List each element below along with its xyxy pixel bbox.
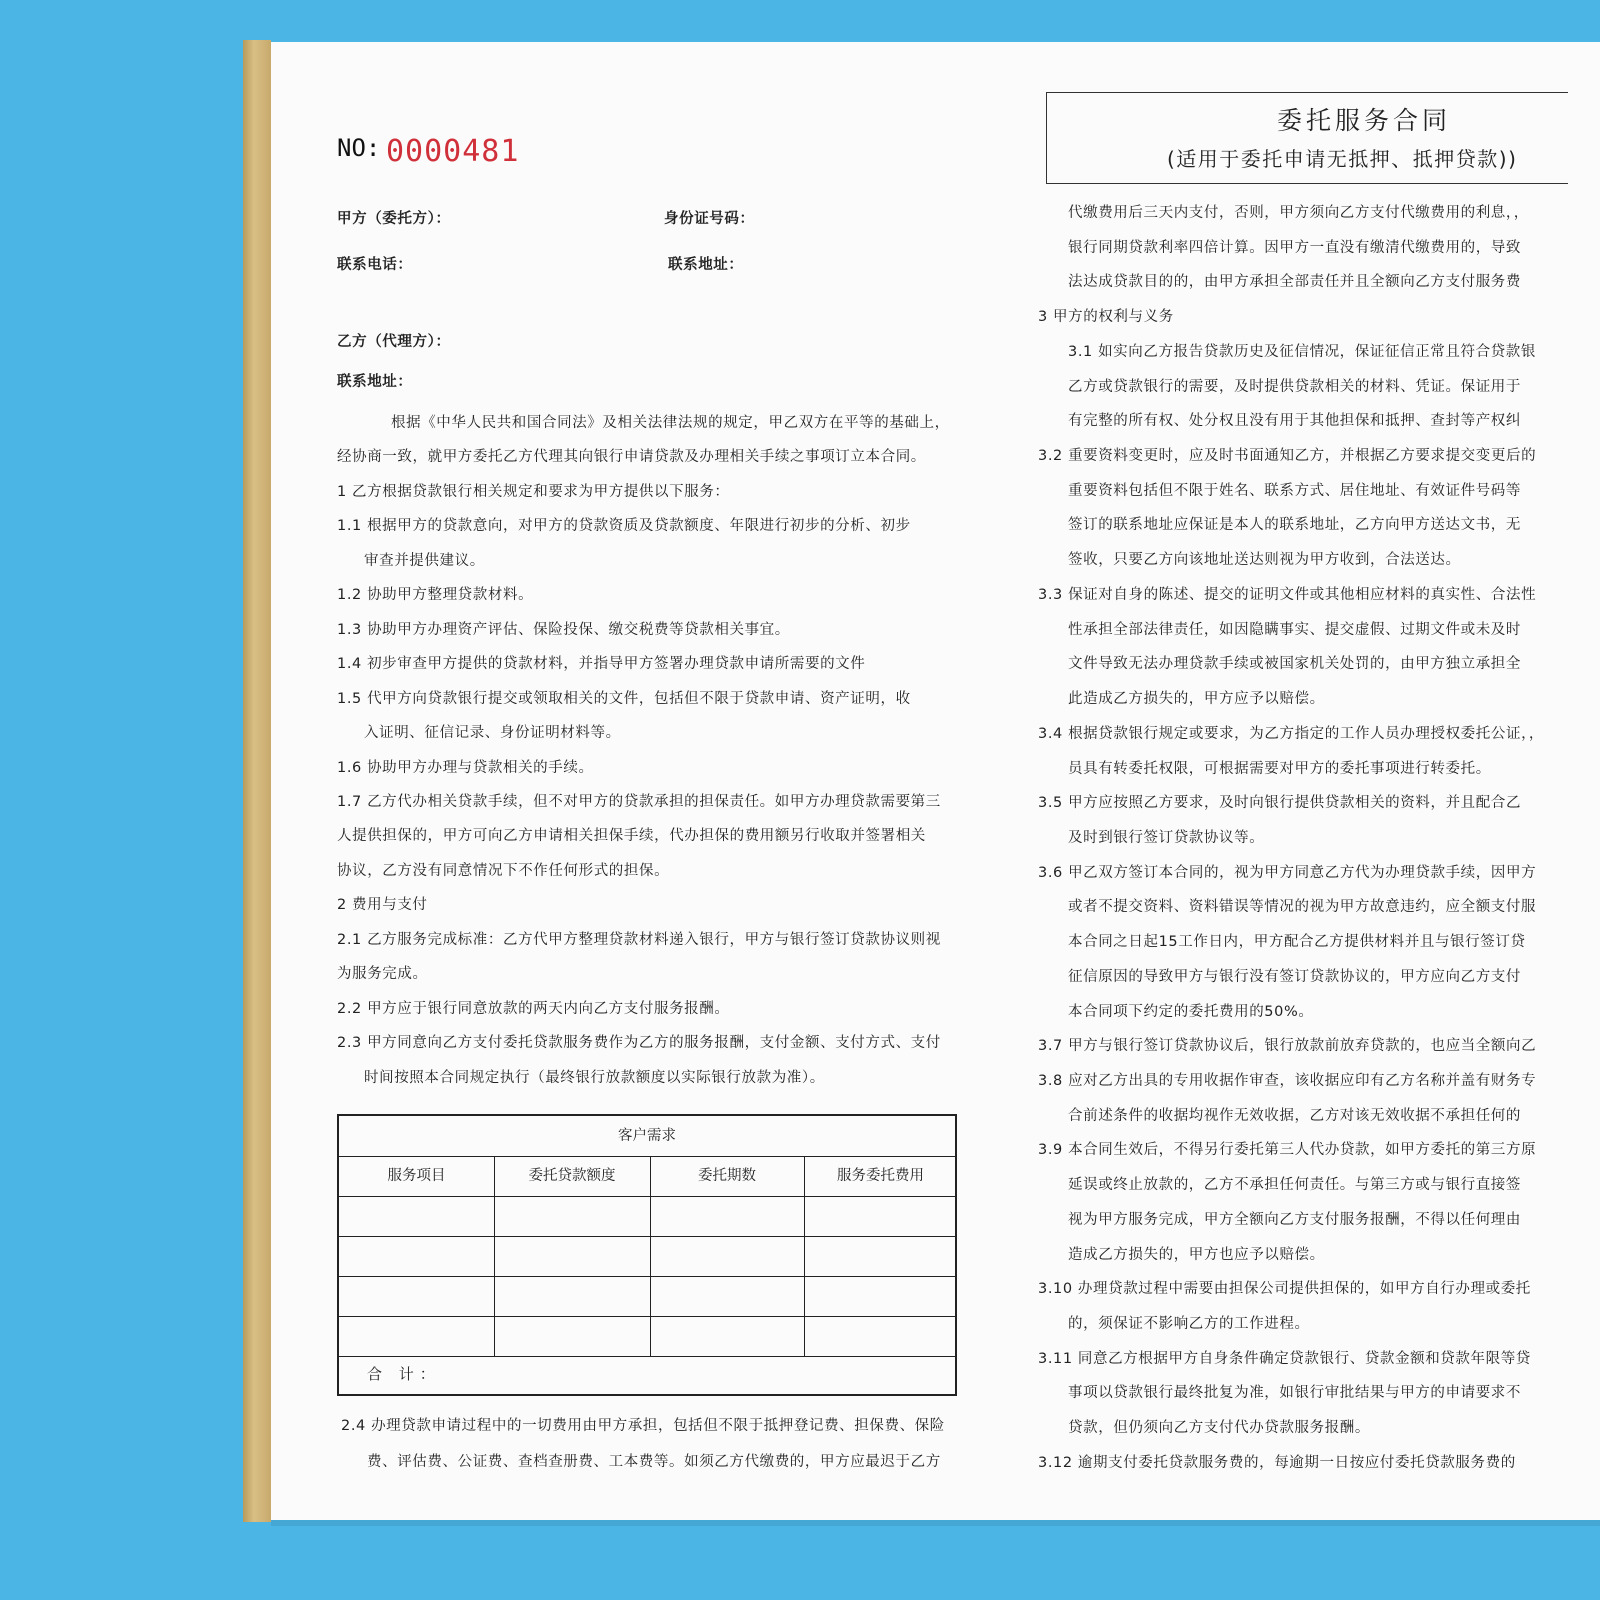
text-line: 事项以贷款银行最终批复为准，如银行审批结果与甲方的申请要求不 bbox=[1068, 1385, 1521, 1402]
text-line: 签收，只要乙方向该地址送达则视为甲方收到，合法送达。 bbox=[1068, 552, 1461, 569]
table-header: 服务委托费用 bbox=[837, 1168, 924, 1184]
text-line: 3 甲方的权利与义务 bbox=[1038, 309, 1174, 326]
text-line: 1.6 协助甲方办理与贷款相关的手续。 bbox=[337, 759, 594, 776]
text-line: 3.2 重要资料变更时，应及时书面通知乙方，并根据乙方要求提交变更后的 bbox=[1038, 448, 1537, 465]
text-line: 3.5 甲方应按照乙方要求，及时向银行提供贷款相关的资料，并且配合乙 bbox=[1038, 795, 1522, 812]
table-total-label: 合 计： bbox=[367, 1365, 441, 1383]
contract-subtitle: (适用于委托申请无抵押、抵押贷款)) bbox=[1167, 147, 1518, 171]
text-line: 视为甲方服务完成，甲方全额向乙方支付服务报酬，不得以任何理由 bbox=[1068, 1211, 1521, 1228]
text-line: 法达成贷款目的的，由甲方承担全部责任并且全额向乙方支付服务费 bbox=[1068, 274, 1521, 291]
text-line: 文件导致无法办理贷款手续或被国家机关处罚的，由甲方独立承担全 bbox=[1068, 656, 1521, 673]
page-shadow bbox=[271, 1520, 1600, 1526]
text-line: 重要资料包括但不限于姓名、联系方式、居住地址、有效证件号码等 bbox=[1068, 482, 1521, 499]
text-line: 1 乙方根据贷款银行相关规定和要求为甲方提供以下服务： bbox=[337, 483, 730, 500]
table-rule bbox=[339, 1236, 955, 1237]
text-line: 入证明、征信记录、身份证明材料等。 bbox=[364, 725, 621, 742]
text-line: 1.2 协助甲方整理贷款材料。 bbox=[337, 587, 534, 604]
text-line: 3.3 保证对自身的陈述、提交的证明文件或其他相应材料的真实性、合法性 bbox=[1038, 586, 1537, 603]
text-line: 的，须保证不影响乙方的工作进程。 bbox=[1068, 1316, 1310, 1333]
text-line: 有完整的所有权、处分权且没有用于其他担保和抵押、查封等产权纠 bbox=[1068, 413, 1521, 430]
table-rule bbox=[339, 1196, 955, 1197]
text-line: 费、评估费、公证费、查档查册费、工本费等。如须乙方代缴费的，甲方应最迟于乙方 bbox=[367, 1454, 941, 1470]
text-line: 银行同期贷款利率四倍计算。因甲方一直没有缴清代缴费用的，导致 bbox=[1068, 239, 1521, 256]
table-header: 委托期数 bbox=[698, 1168, 756, 1184]
id-number-label: 身份证号码： bbox=[664, 211, 755, 227]
text-line: 1.3 协助甲方办理资产评估、保险投保、缴交税费等贷款相关事宜。 bbox=[337, 621, 790, 638]
text-line: 3.4 根据贷款银行规定或要求，为乙方指定的工作人员办理授权委托公证，， bbox=[1038, 725, 1545, 742]
text-line: 本合同项下约定的委托费用的50%。 bbox=[1068, 1003, 1314, 1020]
text-line: 协议，乙方没有同意情况下不作任何形式的担保。 bbox=[337, 862, 670, 879]
table-rule bbox=[804, 1156, 805, 1357]
text-line: 或者不提交资料、资料错误等情况的视为甲方故意违约，应全额支付服 bbox=[1068, 899, 1537, 916]
text-line: 及时到银行签订贷款协议等。 bbox=[1068, 829, 1265, 846]
right-column bbox=[1000, 42, 1568, 1520]
text-line: 人提供担保的，甲方可向乙方申请相关担保手续，代办担保的费用额另行收取并签署相关 bbox=[337, 828, 926, 845]
text-line: 2.2 甲方应于银行同意放款的两天内向乙方支付服务报酬。 bbox=[337, 1000, 730, 1017]
table-rule bbox=[339, 1356, 955, 1357]
title-box bbox=[1046, 92, 1568, 184]
party-a-label: 甲方（委托方）： bbox=[337, 211, 451, 227]
text-line: 乙方或贷款银行的需要，及时提供贷款相关的材料、凭证。保证用于 bbox=[1068, 378, 1521, 395]
text-line: 3.10 办理贷款过程中需要由担保公司提供担保的，如甲方自行办理或委托 bbox=[1038, 1281, 1531, 1298]
table-rule bbox=[339, 1276, 955, 1277]
text-line: 征信原因的导致甲方与银行没有签订贷款协议的，甲方应向乙方支付 bbox=[1068, 968, 1521, 985]
text-line: 时间按照本合同规定执行（最终银行放款额度以实际银行放款为准）。 bbox=[364, 1069, 825, 1086]
text-line: 贷款，但仍须向乙方支付代办贷款服务报酬。 bbox=[1068, 1420, 1370, 1437]
table-caption: 客户需求 bbox=[339, 1116, 955, 1157]
text-line: 性承担全部法律责任，如因隐瞒事实、提交虚假、过期文件或未及时 bbox=[1068, 621, 1521, 638]
party-b-label: 乙方（代理方）： bbox=[337, 334, 451, 350]
text-line: 本合同之日起15工作日内，甲方配合乙方提供材料并且与银行签订贷 bbox=[1068, 934, 1526, 951]
table-header: 委托贷款额度 bbox=[528, 1168, 616, 1184]
text-line: 延误或终止放款的，乙方不承担任何责任。与第三方或与银行直接签 bbox=[1068, 1177, 1521, 1194]
text-line: 3.8 应对乙方出具的专用收据作审查，该收据应印有乙方名称并盖有财务专 bbox=[1038, 1073, 1537, 1089]
text-line: 此造成乙方损失的，甲方应予以赔偿。 bbox=[1068, 691, 1325, 708]
text-line: 1.5 代甲方向贷款银行提交或领取相关的文件，包括但不限于贷款申请、资产证明，收 bbox=[337, 690, 911, 707]
text-line: 3.9 本合同生效后，不得另行委托第三人代办贷款，如甲方委托的第三方原 bbox=[1038, 1142, 1537, 1159]
text-line: 为服务完成。 bbox=[337, 966, 428, 983]
text-line: 1.7 乙方代办相关贷款手续，但不对甲方的贷款承担的担保责任。如甲方办理贷款需要第三 bbox=[337, 793, 941, 810]
text-line: 经协商一致，就甲方委托乙方代理其向银行申请贷款及办理相关手续之事项订立本合同。 bbox=[337, 449, 926, 466]
text-line: 2.4 办理贷款申请过程中的一切费用由甲方承担，包括但不限于抵押登记费、担保费、保险 bbox=[341, 1418, 945, 1434]
address-a-label: 联系地址： bbox=[668, 257, 744, 273]
text-line: 1.1 根据甲方的贷款意向，对甲方的贷款资质及贷款额度、年限进行初步的分析、初步 bbox=[337, 518, 911, 535]
text-line: 造成乙方损失的，甲方也应予以赔偿。 bbox=[1068, 1246, 1325, 1263]
text-line: 根据《中华人民共和国合同法》及相关法律法规的规定，甲乙双方在平等的基础上， bbox=[391, 415, 950, 431]
text-line: 2.3 甲方同意向乙方支付委托贷款服务费作为乙方的服务报酬，支付金额、支付方式、支付 bbox=[337, 1035, 941, 1052]
text-line: 3.6 甲乙双方签订本合同的，视为甲方同意乙方代为办理贷款手续，因甲方 bbox=[1038, 864, 1537, 881]
table-rule bbox=[494, 1156, 495, 1357]
text-line: 1.4 初步审查甲方提供的贷款材料，并指导甲方签署办理贷款申请所需要的文件 bbox=[337, 656, 866, 673]
customer-needs-table bbox=[337, 1114, 957, 1396]
text-line: 合前述条件的收据均视作无效收据，乙方对该无效收据不承担任何的 bbox=[1068, 1107, 1521, 1124]
text-line: 2.1 乙方服务完成标准：乙方代甲方整理贷款材料递入银行，甲方与银行签订贷款协议则视 bbox=[337, 931, 941, 948]
text-line: 代缴费用后三天内支付，否则，甲方须向乙方支付代缴费用的利息，， bbox=[1068, 205, 1529, 221]
serial-number-label: NO: bbox=[337, 134, 381, 162]
text-line: 3.1 如实向乙方报告贷款历史及征信情况，保证征信正常且符合贷款银 bbox=[1068, 343, 1536, 360]
text-line: 2 费用与支付 bbox=[337, 897, 428, 914]
text-line: 员具有转委托权限，可根据需要对甲方的委托事项进行转委托。 bbox=[1068, 760, 1491, 777]
text-line: 3.11 同意乙方根据甲方自身条件确定贷款银行、贷款金额和贷款年限等贷 bbox=[1038, 1350, 1531, 1367]
text-line: 3.12 逾期支付委托贷款服务费的，每逾期一日按应付委托贷款服务费的 bbox=[1038, 1454, 1516, 1471]
table-rule bbox=[339, 1316, 955, 1317]
phone-label: 联系电话： bbox=[337, 257, 413, 273]
text-line: 审查并提供建议。 bbox=[364, 552, 485, 569]
serial-number-value: 0000481 bbox=[386, 134, 520, 169]
table-rule bbox=[650, 1156, 651, 1357]
address-b-label: 联系地址： bbox=[337, 374, 413, 390]
text-line: 3.7 甲方与银行签订贷款协议后，银行放款前放弃贷款的，也应当全额向乙 bbox=[1038, 1038, 1537, 1055]
binding-spine bbox=[243, 40, 271, 1522]
table-header: 服务项目 bbox=[387, 1168, 446, 1184]
contract-title: 委托服务合同 bbox=[1277, 106, 1452, 135]
text-line: 签订的联系地址应保证是本人的联系地址，乙方向甲方送达文书，无 bbox=[1068, 517, 1521, 534]
